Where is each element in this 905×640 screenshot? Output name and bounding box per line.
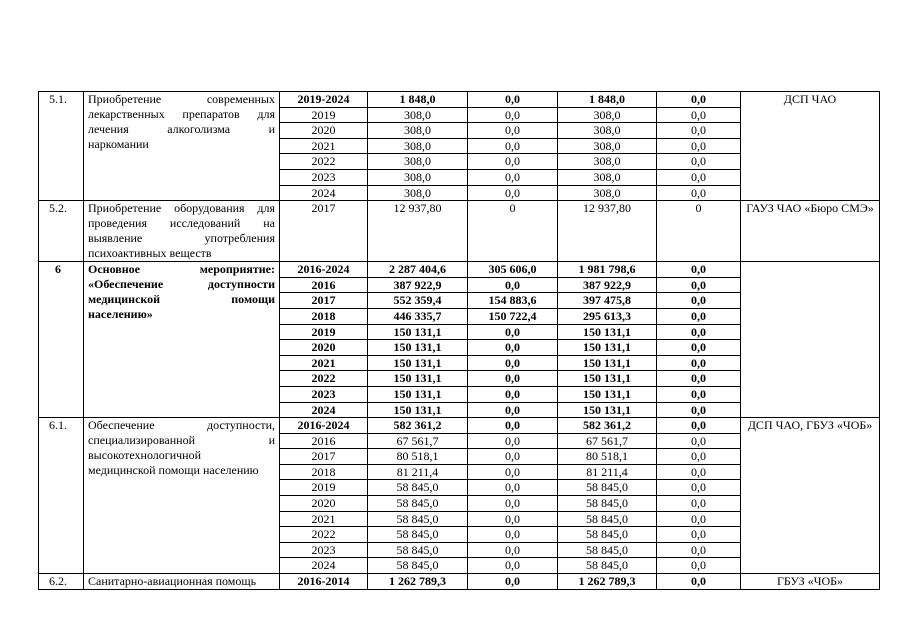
other-cell: 0,0 bbox=[657, 138, 741, 154]
okrug-cell: 308,0 bbox=[558, 138, 657, 154]
okrug-cell: 1 262 789,3 bbox=[558, 574, 657, 590]
item-name bbox=[84, 201, 280, 262]
federal-cell: 0,0 bbox=[468, 542, 558, 558]
federal-cell: 0,0 bbox=[468, 107, 558, 123]
federal-cell: 0,0 bbox=[468, 574, 558, 590]
item-index: 6.1. bbox=[39, 418, 84, 574]
other-cell: 0,0 bbox=[657, 480, 741, 496]
year-cell: 2016 bbox=[280, 277, 368, 293]
okrug-cell: 81 211,4 bbox=[558, 464, 657, 480]
other-cell: 0,0 bbox=[657, 107, 741, 123]
total-cell: 308,0 bbox=[368, 169, 468, 185]
okrug-cell: 1 981 798,6 bbox=[558, 262, 657, 278]
federal-cell: 0,0 bbox=[468, 558, 558, 574]
year-cell: 2019-2024 bbox=[280, 92, 368, 108]
other-cell: 0,0 bbox=[657, 386, 741, 402]
total-cell: 308,0 bbox=[368, 107, 468, 123]
okrug-cell: 58 845,0 bbox=[558, 480, 657, 496]
federal-cell: 0,0 bbox=[468, 496, 558, 512]
table-row bbox=[39, 574, 880, 590]
year-cell: 2024 bbox=[280, 558, 368, 574]
total-cell: 80 518,1 bbox=[368, 449, 468, 465]
year-cell: 2023 bbox=[280, 386, 368, 402]
year-cell: 2021 bbox=[280, 138, 368, 154]
other-cell: 0,0 bbox=[657, 355, 741, 371]
other-cell: 0,0 bbox=[657, 324, 741, 340]
item-name-line: лечения алкоголизма и bbox=[88, 122, 275, 136]
other-cell: 0,0 bbox=[657, 371, 741, 387]
federal-cell: 0,0 bbox=[468, 340, 558, 356]
okrug-cell: 308,0 bbox=[558, 107, 657, 123]
item-name-line: наркомании bbox=[88, 137, 149, 151]
federal-cell: 0,0 bbox=[468, 138, 558, 154]
year-cell: 2020 bbox=[280, 340, 368, 356]
other-cell: 0,0 bbox=[657, 262, 741, 278]
year-cell: 2019 bbox=[280, 107, 368, 123]
okrug-cell: 58 845,0 bbox=[558, 542, 657, 558]
federal-cell: 0 bbox=[468, 201, 558, 262]
other-cell: 0,0 bbox=[657, 527, 741, 543]
total-cell: 387 922,9 bbox=[368, 277, 468, 293]
total-cell: 308,0 bbox=[368, 138, 468, 154]
federal-cell: 150 722,4 bbox=[468, 308, 558, 324]
okrug-cell: 58 845,0 bbox=[558, 558, 657, 574]
other-cell: 0,0 bbox=[657, 169, 741, 185]
total-cell: 308,0 bbox=[368, 123, 468, 139]
item-index: 5.2. bbox=[39, 201, 84, 262]
okrug-cell: 582 361,2 bbox=[558, 418, 657, 434]
federal-cell: 0,0 bbox=[468, 480, 558, 496]
okrug-cell: 397 475,8 bbox=[558, 293, 657, 309]
federal-cell: 305 606,0 bbox=[468, 262, 558, 278]
okrug-cell: 58 845,0 bbox=[558, 511, 657, 527]
item-name-line: Санитарно-авиационная помощь bbox=[88, 574, 257, 589]
item-name-line: Обеспечение доступности, bbox=[88, 418, 275, 433]
year-cell: 2016-2014 bbox=[280, 574, 368, 590]
responsible-cell: ГАУЗ ЧАО «Бюро СМЭ» bbox=[741, 201, 880, 262]
other-cell: 0,0 bbox=[657, 496, 741, 512]
federal-cell: 0,0 bbox=[468, 277, 558, 293]
total-cell: 67 561,7 bbox=[368, 433, 468, 449]
year-cell: 2019 bbox=[280, 324, 368, 340]
year-cell: 2018 bbox=[280, 308, 368, 324]
okrug-cell: 308,0 bbox=[558, 185, 657, 201]
other-cell: 0,0 bbox=[657, 293, 741, 309]
year-cell: 2017 bbox=[280, 449, 368, 465]
total-cell: 12 937,80 bbox=[368, 201, 468, 262]
other-cell: 0,0 bbox=[657, 574, 741, 590]
total-cell: 58 845,0 bbox=[368, 542, 468, 558]
item-name-line: медицинской помощи населению bbox=[88, 463, 259, 478]
table-row bbox=[39, 262, 880, 278]
year-cell: 2021 bbox=[280, 511, 368, 527]
item-name bbox=[84, 92, 280, 201]
other-cell: 0,0 bbox=[657, 418, 741, 434]
federal-cell: 0,0 bbox=[468, 123, 558, 139]
federal-cell: 0,0 bbox=[468, 527, 558, 543]
other-cell: 0,0 bbox=[657, 511, 741, 527]
other-cell: 0,0 bbox=[657, 123, 741, 139]
year-cell: 2023 bbox=[280, 169, 368, 185]
okrug-cell: 295 613,3 bbox=[558, 308, 657, 324]
other-cell: 0 bbox=[657, 201, 741, 262]
responsible-cell: ДСП ЧАО bbox=[741, 92, 880, 201]
total-cell: 308,0 bbox=[368, 154, 468, 170]
year-cell: 2016-2024 bbox=[280, 262, 368, 278]
federal-cell: 0,0 bbox=[468, 449, 558, 465]
item-name-line: лекарственных препаратов для bbox=[88, 107, 275, 121]
year-cell: 2022 bbox=[280, 371, 368, 387]
item-name-line: выявление употребления bbox=[88, 231, 275, 246]
other-cell: 0,0 bbox=[657, 277, 741, 293]
item-index: 6 bbox=[39, 262, 84, 418]
total-cell: 58 845,0 bbox=[368, 558, 468, 574]
total-cell: 58 845,0 bbox=[368, 511, 468, 527]
item-name-line: населению» bbox=[88, 307, 153, 322]
federal-cell: 0,0 bbox=[468, 433, 558, 449]
other-cell: 0,0 bbox=[657, 340, 741, 356]
item-name-line: проведения исследований на bbox=[88, 216, 275, 231]
year-cell: 2022 bbox=[280, 154, 368, 170]
federal-cell: 0,0 bbox=[468, 185, 558, 201]
federal-cell: 0,0 bbox=[468, 464, 558, 480]
item-name-line: высокотехнологичной bbox=[88, 448, 202, 463]
responsible-cell: ГБУЗ «ЧОБ» bbox=[741, 574, 880, 590]
total-cell: 58 845,0 bbox=[368, 527, 468, 543]
other-cell: 0,0 bbox=[657, 402, 741, 418]
other-cell: 0,0 bbox=[657, 464, 741, 480]
other-cell: 0,0 bbox=[657, 92, 741, 108]
other-cell: 0,0 bbox=[657, 185, 741, 201]
responsible-cell bbox=[741, 262, 880, 418]
okrug-cell: 80 518,1 bbox=[558, 449, 657, 465]
item-name-line: специализированной и bbox=[88, 433, 275, 448]
total-cell: 150 131,1 bbox=[368, 386, 468, 402]
total-cell: 1 848,0 bbox=[368, 92, 468, 108]
table-row bbox=[39, 418, 880, 434]
okrug-cell: 58 845,0 bbox=[558, 527, 657, 543]
table-row bbox=[39, 201, 880, 262]
year-cell: 2019 bbox=[280, 480, 368, 496]
year-cell: 2020 bbox=[280, 123, 368, 139]
year-cell: 2017 bbox=[280, 293, 368, 309]
okrug-cell: 150 131,1 bbox=[558, 340, 657, 356]
item-name-line: психоактивных веществ bbox=[88, 246, 212, 261]
total-cell: 150 131,1 bbox=[368, 371, 468, 387]
other-cell: 0,0 bbox=[657, 558, 741, 574]
okrug-cell: 67 561,7 bbox=[558, 433, 657, 449]
federal-cell: 0,0 bbox=[468, 402, 558, 418]
year-cell: 2023 bbox=[280, 542, 368, 558]
okrug-cell: 308,0 bbox=[558, 169, 657, 185]
total-cell: 150 131,1 bbox=[368, 324, 468, 340]
year-cell: 2016-2024 bbox=[280, 418, 368, 434]
year-cell: 2018 bbox=[280, 464, 368, 480]
year-cell: 2021 bbox=[280, 355, 368, 371]
total-cell: 2 287 404,6 bbox=[368, 262, 468, 278]
okrug-cell: 308,0 bbox=[558, 154, 657, 170]
federal-cell: 0,0 bbox=[468, 169, 558, 185]
item-index: 5.1. bbox=[39, 92, 84, 201]
okrug-cell: 150 131,1 bbox=[558, 355, 657, 371]
total-cell: 1 262 789,3 bbox=[368, 574, 468, 590]
item-index: 6.2. bbox=[39, 574, 84, 590]
other-cell: 0,0 bbox=[657, 433, 741, 449]
other-cell: 0,0 bbox=[657, 542, 741, 558]
total-cell: 150 131,1 bbox=[368, 355, 468, 371]
item-name bbox=[84, 262, 280, 418]
total-cell: 58 845,0 bbox=[368, 496, 468, 512]
year-cell: 2020 bbox=[280, 496, 368, 512]
year-cell: 2024 bbox=[280, 185, 368, 201]
federal-cell: 0,0 bbox=[468, 386, 558, 402]
okrug-cell: 387 922,9 bbox=[558, 277, 657, 293]
okrug-cell: 150 131,1 bbox=[558, 371, 657, 387]
total-cell: 446 335,7 bbox=[368, 308, 468, 324]
federal-cell: 0,0 bbox=[468, 418, 558, 434]
federal-cell: 0,0 bbox=[468, 355, 558, 371]
total-cell: 150 131,1 bbox=[368, 340, 468, 356]
total-cell: 308,0 bbox=[368, 185, 468, 201]
okrug-cell: 1 848,0 bbox=[558, 92, 657, 108]
item-name bbox=[84, 418, 280, 574]
item-name-line: Приобретение современных bbox=[88, 92, 275, 106]
other-cell: 0,0 bbox=[657, 308, 741, 324]
okrug-cell: 58 845,0 bbox=[558, 496, 657, 512]
item-name bbox=[84, 574, 280, 590]
responsible-cell: ДСП ЧАО, ГБУЗ «ЧОБ» bbox=[741, 418, 880, 574]
year-cell: 2024 bbox=[280, 402, 368, 418]
year-cell: 2016 bbox=[280, 433, 368, 449]
budget-table bbox=[38, 91, 880, 590]
total-cell: 552 359,4 bbox=[368, 293, 468, 309]
item-name-line: «Обеспечение доступности bbox=[88, 277, 275, 292]
total-cell: 582 361,2 bbox=[368, 418, 468, 434]
other-cell: 0,0 bbox=[657, 449, 741, 465]
item-name-line: Приобретение оборудования для bbox=[88, 201, 275, 216]
item-name-line: Основное мероприятие: bbox=[88, 262, 275, 277]
total-cell: 81 211,4 bbox=[368, 464, 468, 480]
okrug-cell: 150 131,1 bbox=[558, 386, 657, 402]
year-cell: 2017 bbox=[280, 201, 368, 262]
okrug-cell: 12 937,80 bbox=[558, 201, 657, 262]
federal-cell: 0,0 bbox=[468, 92, 558, 108]
federal-cell: 0,0 bbox=[468, 154, 558, 170]
okrug-cell: 150 131,1 bbox=[558, 324, 657, 340]
total-cell: 150 131,1 bbox=[368, 402, 468, 418]
table-row bbox=[39, 92, 880, 108]
federal-cell: 0,0 bbox=[468, 371, 558, 387]
item-name-line: медицинской помощи bbox=[88, 292, 275, 307]
okrug-cell: 308,0 bbox=[558, 123, 657, 139]
federal-cell: 0,0 bbox=[468, 511, 558, 527]
year-cell: 2022 bbox=[280, 527, 368, 543]
okrug-cell: 150 131,1 bbox=[558, 402, 657, 418]
other-cell: 0,0 bbox=[657, 154, 741, 170]
federal-cell: 0,0 bbox=[468, 324, 558, 340]
total-cell: 58 845,0 bbox=[368, 480, 468, 496]
federal-cell: 154 883,6 bbox=[468, 293, 558, 309]
